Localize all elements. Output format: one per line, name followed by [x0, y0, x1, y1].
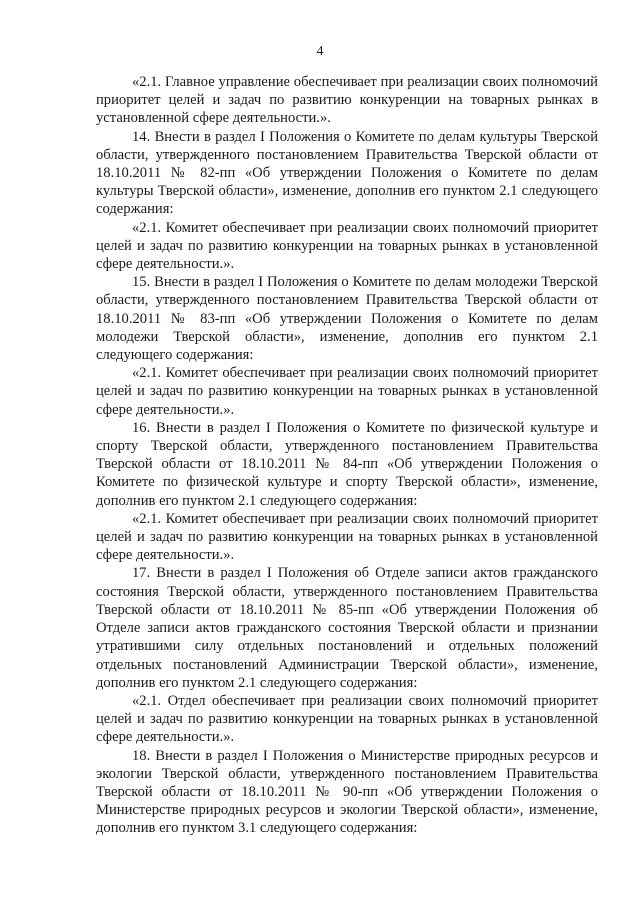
paragraph-amendment-text: «2.1. Главное управление обеспечивает при реализации своих полномочий приоритет целей и задач по развитию конкуренции на товарных рынках в установленной сфере деятельности.».	[96, 74, 598, 127]
paragraph-amendment-text: «2.1. Комитет обеспечивает при реализации своих полномочий приоритет целей и задач по развитию конкуренции на товарных рынках в установленной сфере деятельности.».	[96, 510, 598, 564]
document-body	[96, 73, 598, 838]
paragraph-item-18: 18. Внести в раздел I Положения о Министерстве природных ресурсов и экологии Тверской области, утвержденного постановлением Правительства Тверской области от 18.10.2011 № 90-пп «Об утверждении Положения о Министерстве природных ресурсов и экологии Тверской области», изменение, дополнив его пунктом 3.1 следующего содержания:	[96, 747, 598, 837]
paragraph-amendment-text: «2.1. Комитет обеспечивает при реализации своих полномочий приоритет целей и задач по развитию конкуренции на товарных рынках в установленной сфере деятельности.».	[96, 365, 598, 418]
paragraph-item-15: 15. Внести в раздел I Положения о Комитете по делам молодежи Тверской области, утвержденного постановлением Правительства Тверской области от 18.10.2011 № 83-пп «Об утверждении Положения о Комитете по делам молодежи Тверской области», изменение, дополнив его пунктом 2.1 следующего содержания:	[96, 274, 598, 364]
paragraph-item-14: 14. Внести в раздел I Положения о Комитете по делам культуры Тверской области, утвержденного постановлением Правительства Тверской области от 18.10.2011 № 82-пп «Об утверждении Положения о Комитете по делам культуры Тверской области», изменение, дополнив его пунктом 2.1 следующего содержания:	[96, 128, 598, 218]
paragraph-item-17: 17. Внести в раздел I Положения об Отделе записи актов гражданского состояния Тверской области, утвержденного постановлением Правительства Тверской области от 18.10.2011 № 85-пп «Об утверждении Положения об Отделе записи актов гражданского состояния Тверской области и признании утратившими силу отдельных постановлений и отдельных положений отдельных постановлений Администрации Тверской области», изменение, дополнив его пунктом 2.1 следующего содержания:	[96, 565, 598, 691]
page-number: 4	[316, 44, 324, 59]
paragraph-amendment-text: «2.1. Комитет обеспечивает при реализации своих полномочий приоритет целей и задач по развитию конкуренции на товарных рынках в установленной сфере деятельности.».	[96, 219, 598, 273]
paragraph-item-16: 16. Внести в раздел I Положения о Комитете по физической культуре и спорту Тверской области, утвержденного постановлением Правительства Тверской области от 18.10.2011 № 84-пп «Об утверждении Положения о Комитете по физической культуре и спорту Тверской области», изменение, дополнив его пунктом 2.1 следующего содержания:	[96, 419, 598, 509]
paragraph-amendment-text: «2.1. Отдел обеспечивает при реализации своих полномочий приоритет целей и задач по развитию конкуренции на товарных рынках в установленной сфере деятельности.».	[96, 692, 598, 746]
